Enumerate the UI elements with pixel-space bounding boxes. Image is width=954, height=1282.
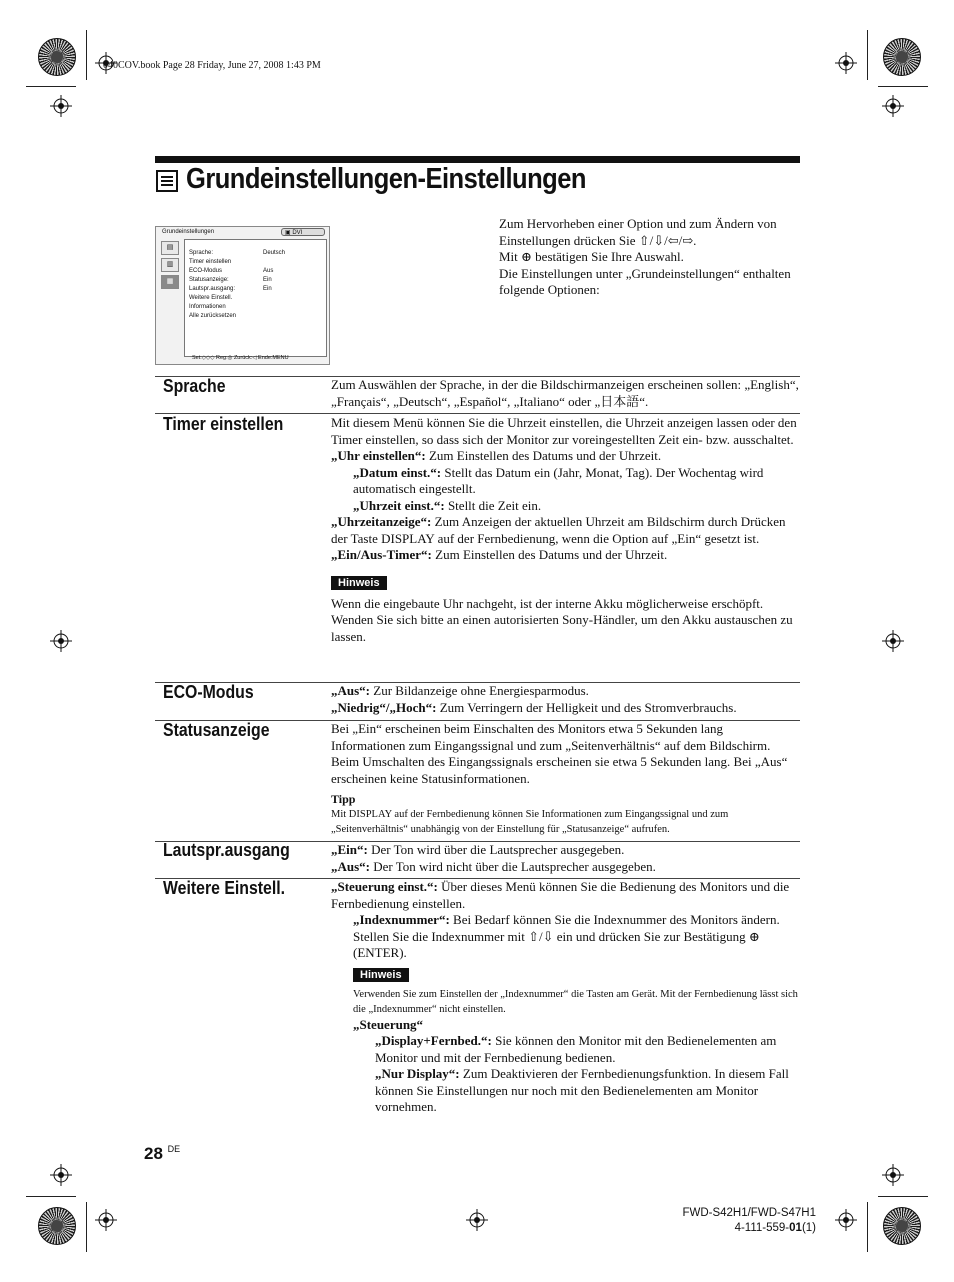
crosshair-icon xyxy=(50,630,72,652)
section-body-sprache xyxy=(331,377,800,410)
osd-item-label: ECO-Modus xyxy=(189,268,223,274)
osd-item-value: Aus xyxy=(263,268,274,274)
section-title-sprache: Sprache xyxy=(163,376,226,396)
osd-item-label: Statusanzeige: xyxy=(189,277,229,283)
crosshair-icon xyxy=(50,95,72,117)
osd-menu-screenshot xyxy=(155,226,330,365)
section-title-timer: Timer einstellen xyxy=(163,414,284,434)
section-body-weitere xyxy=(331,879,800,1116)
section-title-status: Statusanzeige xyxy=(163,720,270,740)
crop-line xyxy=(26,1196,76,1197)
osd-item-panel xyxy=(184,239,327,357)
timer-intro: Mit diesem Menü können Sie die Uhrzeit einstellen, die Uhrzeit anzeigen lassen oder den Timer einstellen, so dass sich der Monitor zur voreingestellten Zeit ein- bzw. ausschaltet. xyxy=(331,415,797,447)
document-code xyxy=(620,1221,816,1236)
option-text: Sie können den Monitor mit den Bedienelementen am Monitor und mit der Fernbedienung bedienen. xyxy=(375,1033,777,1065)
osd-item-label: Timer einstellen xyxy=(189,259,232,265)
section-title-weitere: Weitere Einstell. xyxy=(163,878,286,898)
page-number xyxy=(144,1144,180,1164)
crop-line xyxy=(26,86,76,87)
registration-disc-icon xyxy=(38,38,76,76)
osd-tab-picture-icon: ▤ xyxy=(161,241,179,255)
osd-tab-screen-icon: ▥ xyxy=(161,258,179,272)
option-text: Zum Einstellen des Datums und der Uhrzeit. xyxy=(431,547,668,562)
option-label: „Uhr einstellen“: xyxy=(331,448,426,463)
intro-text xyxy=(499,216,799,299)
osd-item-label: Lautspr.ausgang: xyxy=(189,286,236,292)
option-label: „Uhrzeit einst.“: xyxy=(353,497,445,513)
hinweis-text: Wenn die eingebaute Uhr nachgeht, ist der interne Akku möglicherweise erschöpft. Wenden Sie sich bitte an einen autorisierten Sony-Händler, um den Akku austauschen zu lassen. xyxy=(331,595,793,644)
input-icon: ▣ xyxy=(285,230,293,236)
hinweis-badge: Hinweis xyxy=(353,968,409,982)
status-text: Bei „Ein“ erscheinen beim Einschalten des Monitors etwa 5 Sekunden lang Informationen zum Eingangssignal und zum „Seitenverhältnis“ auf dem Bildschirm. Beim Umschalten des Eingangssignals erscheinen sie etwa 5 Sekunden lang. Bei „Aus“ erscheinen keine Statusinformationen. xyxy=(331,721,788,786)
section-body-status xyxy=(331,721,800,837)
crosshair-icon xyxy=(95,1209,117,1231)
settings-list-icon xyxy=(156,170,178,192)
hinweis-text: Verwenden Sie zum Einstellen der „Indexnummer“ die Tasten am Gerät. Mit der Fernbedienung lässt sich die „Indexnummer“ nicht einstellen. xyxy=(353,988,798,1015)
option-text: Zum Verringern der Helligkeit und des Stromverbrauchs. xyxy=(436,699,737,715)
osd-item-value: Deutsch xyxy=(263,250,286,256)
crosshair-icon xyxy=(882,630,904,652)
code-prefix: 4-111-559- xyxy=(734,1222,790,1234)
crosshair-icon xyxy=(466,1209,488,1231)
title-rule xyxy=(155,156,800,163)
option-label: „Datum einst.“: xyxy=(353,464,442,480)
option-text: Zum Deaktivieren der Fernbedienungsfunktion. In diesem Fall können Sie Einstellungen nur noch mit den Bedienelementen am Monitor vornehmen. xyxy=(375,1066,789,1114)
osd-tab-setup-icon: ▦ xyxy=(161,275,179,289)
crop-line xyxy=(86,30,87,80)
option-label: „Display+Fernbed.“: xyxy=(375,1033,492,1048)
osd-footer-help: Set:◇◇◇ Reg:◎ Zurück:◁ Ende:MENU xyxy=(192,355,289,361)
page-number-value: 28 xyxy=(144,1144,163,1163)
option-text: Zum Anzeigen der aktuellen Uhrzeit am Bildschirm durch Drücken der Taste DISPLAY auf der Fernbedienung, wenn die Option auf „Ein“ gesetzt ist. xyxy=(331,514,786,546)
crosshair-icon xyxy=(882,1164,904,1186)
page-language: DE xyxy=(167,1144,181,1154)
registration-disc-icon xyxy=(883,38,921,76)
crosshair-icon xyxy=(50,1164,72,1186)
crop-line xyxy=(878,86,928,87)
page-title: Grundeinstellungen-Einstellungen xyxy=(186,163,586,195)
option-label: „Indexnummer“: xyxy=(353,912,450,927)
option-text: Über dieses Menü können Sie die Bedienung des Monitors und die Fernbedienung einstellen. xyxy=(331,879,790,911)
sprache-text: Zum Auswählen der Sprache, in der die Bildschirmanzeigen erscheinen sollen: „English“, „Français“, „Deutsch“, „Español“, „Italiano“ oder „日本語“. xyxy=(331,377,799,409)
crosshair-icon xyxy=(882,95,904,117)
option-label: „Steuerung einst.“: xyxy=(331,879,438,894)
code-suffix: (1) xyxy=(801,1222,816,1234)
intro-confirm: Mit ⊕ bestätigen Sie Ihre Auswahl. xyxy=(499,249,684,264)
osd-input-label: DVI xyxy=(292,230,303,236)
tipp-text: Mit DISPLAY auf der Fernbedienung können Sie Informationen zum Eingangssignal und zum „Seitenverhältnis“ unabhängig von der Einstellung für „Statusanzeige“ aufrufen. xyxy=(331,809,729,835)
osd-input-indicator xyxy=(281,228,325,236)
osd-item-label: Informationen xyxy=(189,304,226,310)
crop-line xyxy=(86,1202,87,1252)
option-text: Zur Bildanzeige ohne Energiesparmodus. xyxy=(370,683,589,698)
option-label: „Niedrig“/„Hoch“: xyxy=(331,699,437,715)
section-body-timer xyxy=(331,415,800,645)
option-label: „Aus“: xyxy=(331,683,371,698)
osd-item-label: Alle zurücksetzen xyxy=(189,313,237,319)
crop-line xyxy=(867,30,868,80)
option-label: „Steuerung“ xyxy=(353,1016,424,1032)
option-text: Der Ton wird nicht über die Lautsprecher ausgegeben. xyxy=(370,858,656,874)
tipp-title: Tipp xyxy=(331,792,356,806)
option-text: Stellt die Zeit ein. xyxy=(444,497,542,513)
section-title-lautspr: Lautspr.ausgang xyxy=(163,840,290,860)
option-label: „Ein/Aus-Timer“: xyxy=(331,547,432,562)
registration-disc-icon xyxy=(38,1207,76,1245)
option-label: „Ein“: xyxy=(331,842,368,857)
option-text: Bei Bedarf können Sie die Indexnummer des Monitors ändern. Stellen Sie die Indexnummer mit ⇧/⇩ ein und drücken Sie zur Bestätigung ⊕ (ENTER). xyxy=(353,912,780,960)
option-label: „Aus“: xyxy=(331,858,371,874)
option-label: „Nur Display“: xyxy=(375,1066,460,1081)
intro-navigation: Zum Hervorheben einer Option und zum Ändern von Einstellungen drücken Sie ⇧/⇩/⇦/⇨. xyxy=(499,216,777,248)
crosshair-icon xyxy=(835,1209,857,1231)
osd-item-value: Ein xyxy=(263,277,272,283)
option-text: Der Ton wird über die Lautsprecher ausgegeben. xyxy=(367,842,625,857)
hinweis-badge: Hinweis xyxy=(331,576,387,590)
option-text: Stellt das Datum ein (Jahr, Monat, Tag). Der Wochentag wird automatisch eingestellt. xyxy=(353,464,764,496)
section-body-eco xyxy=(331,683,800,716)
crop-line xyxy=(878,1196,928,1197)
option-text: Zum Einstellen des Datums und der Uhrzeit. xyxy=(425,448,662,463)
section-body-lautspr xyxy=(331,842,800,875)
section-title-eco: ECO-Modus xyxy=(163,682,254,702)
osd-item-label: Weitere Einstell. xyxy=(189,295,233,301)
crosshair-icon xyxy=(835,52,857,74)
book-header-info: 040COV.book Page 28 Friday, June 27, 2008 1:43 PM xyxy=(103,60,321,71)
code-bold: 01 xyxy=(789,1222,802,1234)
intro-options: Die Einstellungen unter „Grundeinstellungen“ enthalten folgende Optionen: xyxy=(499,265,791,297)
option-label: „Uhrzeitanzeige“: xyxy=(331,514,432,529)
registration-disc-icon xyxy=(883,1207,921,1245)
model-info xyxy=(620,1206,816,1236)
model-name: FWD-S42H1/FWD-S47H1 xyxy=(682,1207,816,1219)
osd-item-label: Sprache: xyxy=(189,250,214,256)
crop-line xyxy=(867,1202,868,1252)
osd-item-value: Ein xyxy=(263,286,272,292)
osd-title: Grundeinstellungen xyxy=(162,229,215,235)
